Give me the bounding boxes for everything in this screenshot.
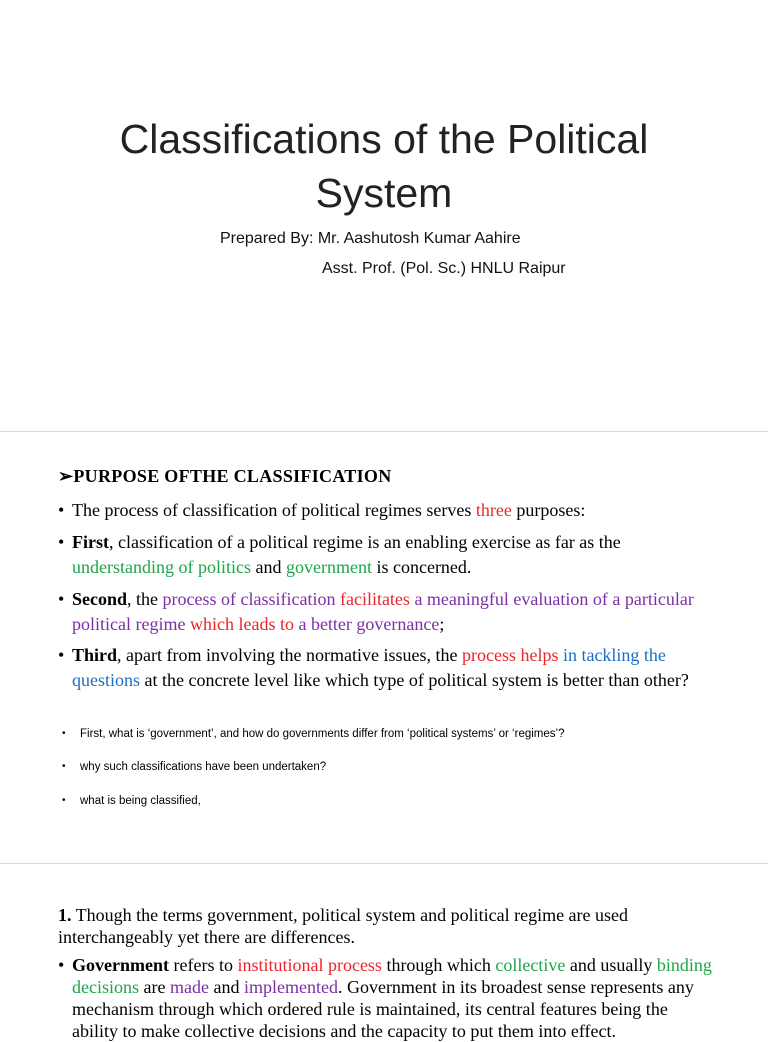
bullet-dot-icon: • (58, 532, 65, 552)
highlight-facilitates: facilitates (339, 589, 410, 609)
section-heading (58, 466, 392, 487)
highlight-government: government (285, 557, 372, 577)
sub-bullet-text: what is being classified, (80, 795, 201, 807)
bullet-purposes (58, 498, 718, 523)
text-run: , classification of a political regime is an enabling exercise as far as the (108, 532, 621, 552)
bullet-third (58, 643, 718, 693)
highlight-made: made (169, 977, 209, 997)
lead-second: Second (72, 589, 128, 609)
sub-bullet-1 (62, 726, 722, 742)
heading-text: PURPOSE OFTHE CLASSIFICATION (73, 466, 392, 486)
text-run: , apart from involving the normative issues, the (117, 645, 462, 665)
text-run: ; (439, 614, 445, 634)
author-position: Asst. Prof. (Pol. Sc.) HNLU Raipur (322, 260, 566, 277)
lead-third: Third (72, 645, 118, 665)
title-slide (0, 0, 768, 432)
paragraph-number: 1. (58, 905, 72, 925)
highlight-collective: collective (495, 955, 566, 975)
text-run: and (208, 977, 244, 997)
definitions-slide (0, 864, 768, 1041)
highlight-governance: a better governance (298, 614, 440, 634)
bullet-dot-icon: • (62, 728, 66, 739)
bullet-second (58, 587, 718, 637)
text-run: and usually (565, 955, 657, 975)
lead-government: Government (72, 955, 169, 975)
text-run: are (139, 977, 170, 997)
text-run: and (250, 557, 286, 577)
purpose-slide (0, 432, 768, 864)
highlight-binding: binding decisions (72, 955, 712, 997)
title-line-2: System (315, 170, 453, 216)
text-run: at the concrete level like which type of political system is better than other? (140, 670, 689, 690)
title-line-1: Classifications of the Political (119, 116, 649, 162)
text-run: , the (127, 589, 163, 609)
bullet-government (58, 954, 718, 1042)
text-run: . Government in its broadest sense represents any mechanism through which ordered rule is maintained, its central features being the ability to make collective decisions and the capacity to put them into effect. (72, 977, 694, 1041)
text-run: is concerned. (371, 557, 472, 577)
prepared-by: Prepared By: Mr. Aashutosh Kumar Aahire (220, 230, 521, 247)
highlight-process-helps: process helps (461, 645, 559, 665)
text-run: The process of classification of political regimes serves (72, 500, 476, 520)
bullet-dot-icon: • (58, 955, 65, 975)
highlight-questions: in tackling the questions (72, 645, 666, 690)
bullet-dot-icon: • (62, 761, 66, 772)
bullet-dot-icon: • (58, 589, 65, 609)
highlight-implemented: implemented (243, 977, 338, 997)
highlight-institutional: institutional process (237, 955, 382, 975)
highlight-process: process of classification (162, 589, 336, 609)
text-run: through which (381, 955, 496, 975)
sub-bullet-3 (62, 793, 722, 809)
highlight-three: three (475, 500, 512, 520)
bullet-dot-icon: • (58, 645, 65, 665)
highlight-evaluation: a meaningful evaluation of a particular political regime (72, 589, 694, 634)
text-run: refers to (168, 955, 238, 975)
intro-paragraph (58, 904, 718, 948)
slide-title (40, 112, 728, 220)
arrow-bullet-icon: ➢ (58, 466, 74, 486)
sub-bullet-text: First, what is ‘government’, and how do governments differ from ‘political systems’ or ‘regimes’? (80, 728, 565, 740)
bullet-dot-icon: • (58, 500, 65, 520)
highlight-leads: which leads to (189, 614, 294, 634)
highlight-understanding: understanding of politics (72, 557, 251, 577)
bullet-first (58, 530, 718, 580)
sub-bullet-text: why such classifications have been undertaken? (80, 761, 327, 773)
bullet-dot-icon: • (62, 795, 66, 806)
paragraph-text: Though the terms government, political system and political regime are used interchangeably yet there are differences. (58, 905, 629, 947)
text-run: purposes: (511, 500, 586, 520)
sub-bullet-2 (62, 759, 722, 775)
lead-first: First (72, 532, 109, 552)
